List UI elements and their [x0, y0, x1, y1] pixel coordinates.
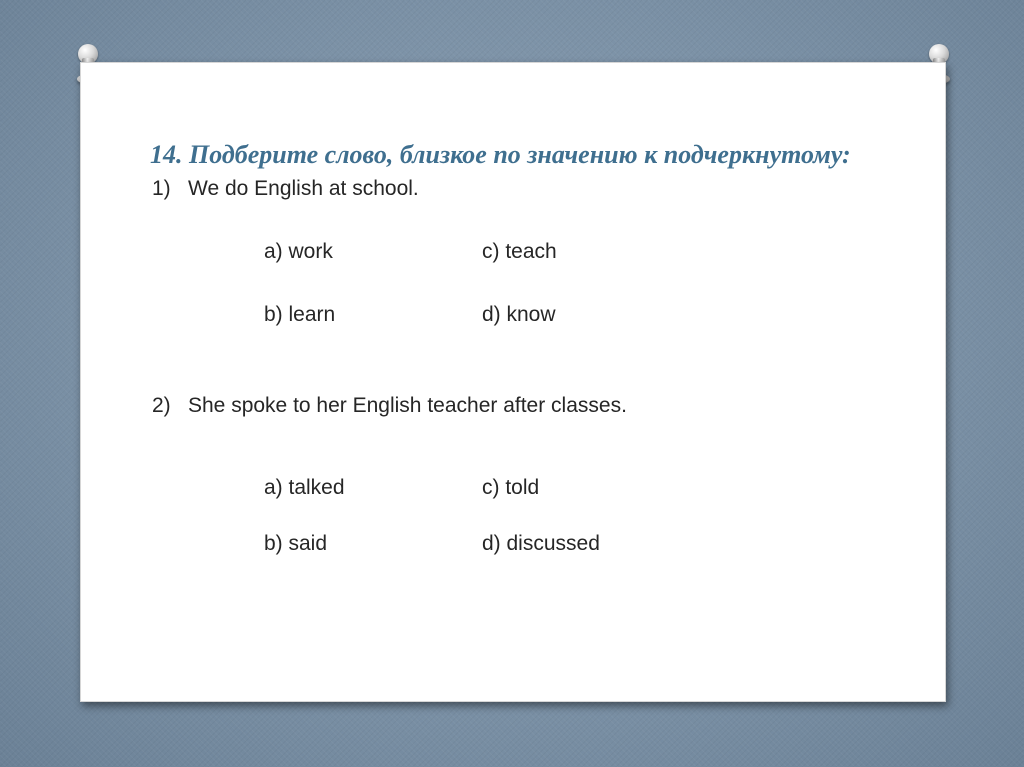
question-2-text: She spoke to her English teacher after classes.: [188, 394, 627, 417]
question-1-option-a[interactable]: a) work: [264, 240, 333, 263]
question-2-number: 2): [152, 394, 171, 417]
question-1: [152, 177, 419, 201]
question-2: [152, 394, 627, 418]
question-1-option-b[interactable]: b) learn: [264, 303, 336, 326]
question-1-text: We do English at school.: [188, 177, 419, 200]
question-1-option-d[interactable]: d) know: [482, 303, 556, 326]
slide-title: 14. Подберите слово, близкое по значению к подчеркнутому:: [150, 140, 851, 169]
question-2-option-a[interactable]: a) talked: [264, 476, 345, 499]
question-1-option-c[interactable]: c) teach: [482, 240, 557, 263]
question-2-option-c[interactable]: c) told: [482, 476, 540, 499]
question-2-option-d[interactable]: d) discussed: [482, 532, 600, 555]
question-1-number: 1): [152, 177, 171, 200]
question-2-option-b[interactable]: b) said: [264, 532, 328, 555]
